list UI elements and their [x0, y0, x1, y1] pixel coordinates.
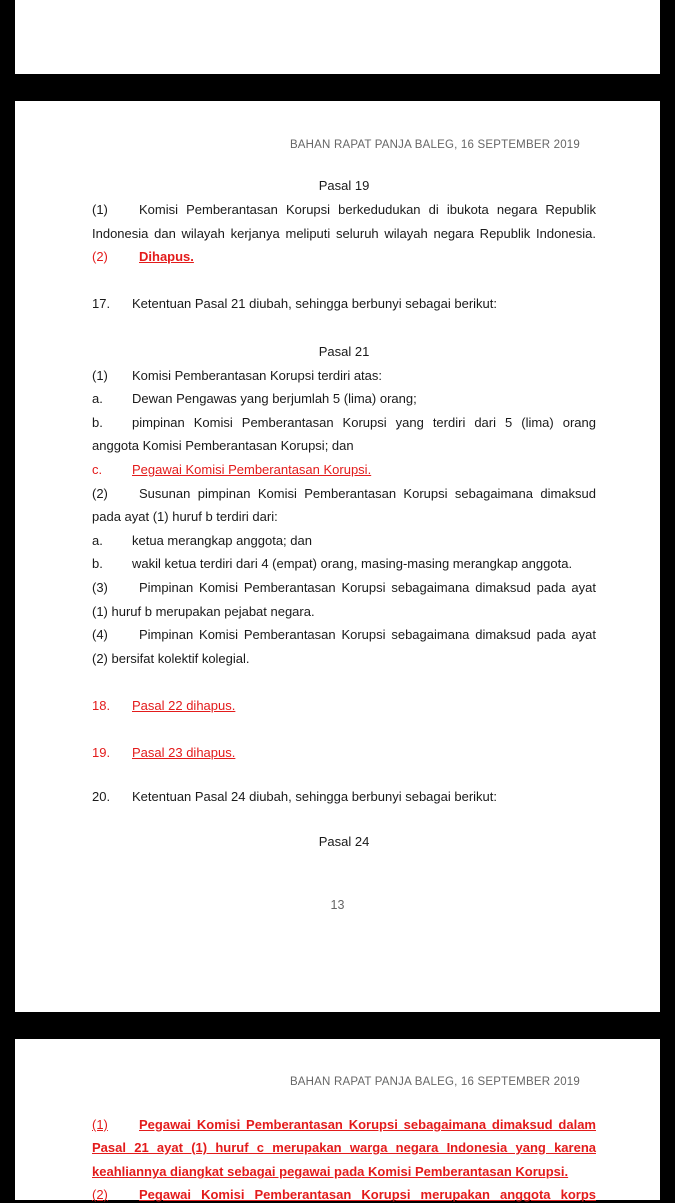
- ayat-number: (1): [92, 1117, 108, 1132]
- pasal-21-huruf-c: [92, 462, 596, 478]
- ayat-text: Komisi Pemberantasan Korupsi berkedudukan di ibukota negara Republik: [139, 202, 596, 217]
- huruf-label: a.: [92, 391, 103, 406]
- pasal-21-ayat-3-line-2: (1) huruf b merupakan pejabat negara.: [92, 604, 315, 619]
- ayat-number: (1): [92, 368, 108, 383]
- huruf-label: b.: [92, 556, 103, 571]
- ayat-text: Pimpinan Komisi Pemberantasan Korupsi sebagaimana dimaksud pada ayat: [139, 627, 596, 642]
- pasal-21-huruf-b-line-2: anggota Komisi Pemberantasan Korupsi; dan: [92, 438, 354, 453]
- pasal-24-ayat-1-line-3: keahliannya diangkat sebagai pegawai pada Komisi Pemberantasan Korupsi.: [92, 1164, 569, 1179]
- pasal-21-ayat-4-line-1: [92, 627, 596, 643]
- ayat-number: (3): [92, 580, 108, 595]
- item-number: 18.: [92, 698, 111, 713]
- inserted-text: Pasal 22 dihapus.: [132, 698, 236, 713]
- ayat-text: Pimpinan Komisi Pemberantasan Korupsi sebagaimana dimaksud pada ayat: [139, 580, 596, 595]
- document-page-13: [15, 101, 660, 1012]
- item-number: 17.: [92, 296, 111, 311]
- ayat-number: (2): [92, 1187, 108, 1202]
- item-18: [92, 698, 596, 714]
- deleted-text: Dihapus.: [139, 249, 194, 264]
- pasal-24-title: Pasal 24: [318, 834, 370, 849]
- pasal-21-huruf-b-line-1: [92, 415, 596, 431]
- pasal-21-title: Pasal 21: [318, 344, 370, 359]
- pasal-21-ayat-2-huruf-b: [92, 556, 596, 572]
- pasal-24-ayat-1-line-2: Pasal 21 ayat (1) huruf c merupakan warga negara Indonesia yang karena: [92, 1140, 596, 1155]
- pasal-24-ayat-1-line-1: [92, 1117, 596, 1133]
- item-text: Ketentuan Pasal 21 diubah, sehingga berbunyi sebagai berikut:: [132, 296, 497, 311]
- pasal-21-ayat-3-line-1: [92, 580, 596, 596]
- item-number: 20.: [92, 789, 111, 804]
- pasal-19-ayat-1-line-1: [92, 202, 596, 218]
- pasal-19-ayat-2: [92, 249, 596, 265]
- page-number: 13: [330, 898, 345, 912]
- huruf-text: ketua merangkap anggota; dan: [132, 533, 312, 548]
- huruf-text: wakil ketua terdiri dari 4 (empat) orang, masing-masing merangkap anggota.: [132, 556, 573, 571]
- huruf-label: a.: [92, 533, 103, 548]
- ayat-text: Susunan pimpinan Komisi Pemberantasan Korupsi sebagaimana dimaksud: [139, 486, 596, 501]
- pasal-19-ayat-1-line-2: Indonesia dan wilayah kerjanya meliputi seluruh wilayah negara Republik Indonesia.: [92, 226, 596, 241]
- inserted-text: Pasal 23 dihapus.: [132, 745, 236, 760]
- item-17: [92, 296, 596, 312]
- page-header: BAHAN RAPAT PANJA BALEG, 16 SEPTEMBER 2019: [289, 1076, 580, 1088]
- item-number: 19.: [92, 745, 111, 760]
- ayat-number: (2): [92, 486, 108, 501]
- item-20: [92, 789, 596, 805]
- pasal-21-huruf-a: [92, 391, 596, 407]
- pasal-21-ayat-2-huruf-a: [92, 533, 596, 549]
- pasal-19-title: Pasal 19: [318, 178, 370, 193]
- inserted-text: Pegawai Komisi Pemberantasan Korupsi merupakan anggota korps: [139, 1187, 596, 1202]
- huruf-text: Dewan Pengawas yang berjumlah 5 (lima) orang;: [132, 391, 417, 406]
- pasal-24-ayat-2-line-1: [92, 1187, 596, 1203]
- huruf-label: b.: [92, 415, 103, 430]
- pasal-21-ayat-2-line-2: pada ayat (1) huruf b terdiri dari:: [92, 509, 278, 524]
- item-19: [92, 745, 596, 761]
- ayat-number: (1): [92, 202, 108, 217]
- page-header: BAHAN RAPAT PANJA BALEG, 16 SEPTEMBER 2019: [289, 139, 580, 151]
- item-text: Ketentuan Pasal 24 diubah, sehingga berbunyi sebagai berikut:: [132, 789, 497, 804]
- ayat-number: (2): [92, 249, 108, 264]
- pasal-21-ayat-2-line-1: [92, 486, 596, 502]
- ayat-number: (4): [92, 627, 108, 642]
- huruf-label: c.: [92, 462, 103, 477]
- pasal-21-ayat-1: [92, 368, 596, 384]
- huruf-text: pimpinan Komisi Pemberantasan Korupsi yang terdiri dari 5 (lima) orang: [132, 415, 596, 430]
- ayat-text: Komisi Pemberantasan Korupsi terdiri atas:: [132, 368, 383, 383]
- inserted-text: Pegawai Komisi Pemberantasan Korupsi sebagaimana dimaksud dalam: [139, 1117, 596, 1132]
- previous-page: [15, 0, 660, 74]
- inserted-text: Pegawai Komisi Pemberantasan Korupsi.: [132, 462, 372, 477]
- pasal-21-ayat-4-line-2: (2) bersifat kolektif kolegial.: [92, 651, 250, 666]
- document-page-14: [15, 1039, 660, 1200]
